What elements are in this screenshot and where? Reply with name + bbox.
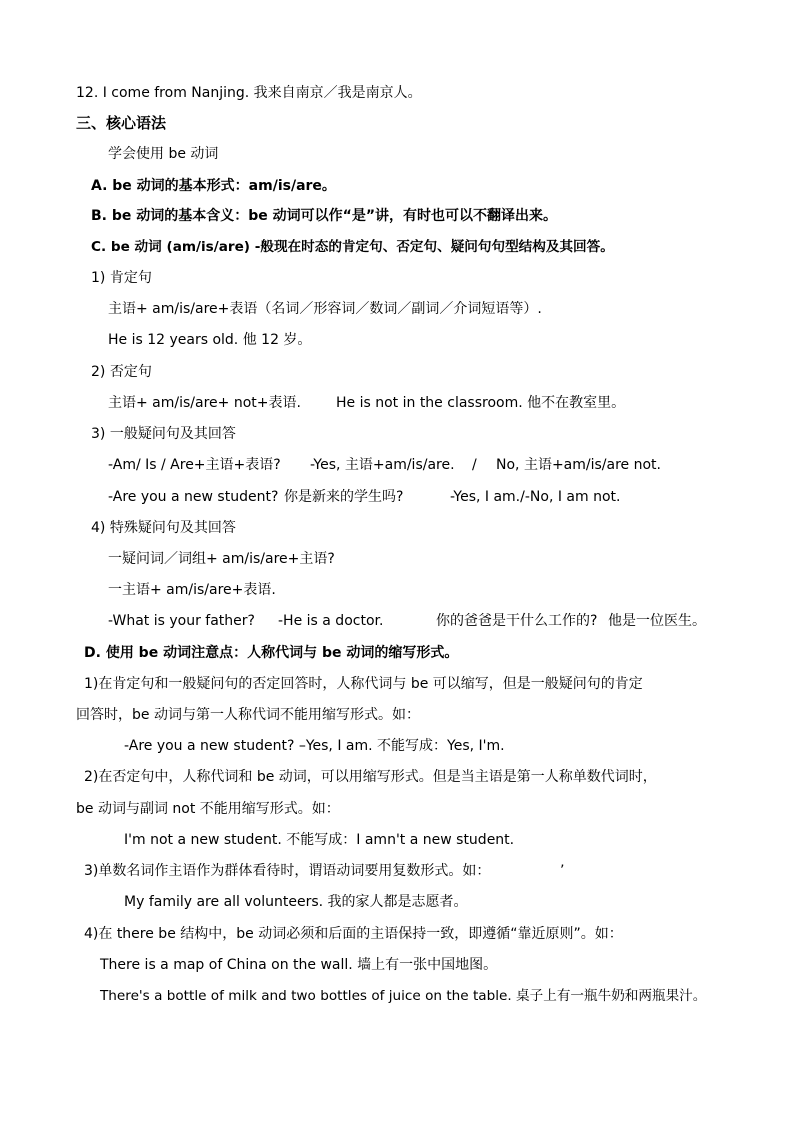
wh-answer-formula: 一主语+ am/is/are+表语.	[108, 582, 276, 598]
question-example-en: -Are you a new student?	[108, 489, 279, 505]
wh-question-formula: 一疑问词／词组+ am/is/are+主语?	[108, 551, 335, 567]
point-a-basic-forms: A. be 动词的基本形式：am/is/are。	[91, 178, 336, 194]
note-1-line-1: 1)在肯定句和一般疑问句的否定回答时，人称代词与 be 可以缩写，但是一般疑问句的肯定	[84, 676, 643, 692]
note-3-example: My family are all volunteers. 我的家人都是志愿者。	[124, 894, 468, 910]
negative-example: He is not in the classroom. 他不在教室里。	[336, 395, 626, 411]
question-formula: -Am/ Is / Are+主语+表语?	[108, 457, 281, 473]
point-b-basic-meaning: B. be 动词的基本含义：be 动词可以作“是”讲，有时也可以不翻译出来。	[91, 208, 558, 224]
note-2-example: I'm not a new student. 不能写成：I amn't a new student.	[124, 832, 515, 848]
point-c-sentence-structures: C. be 动词 (am/is/are) -般现在时态的肯定句、否定句、疑问句句型结构及其回答。	[91, 239, 614, 255]
question-answer-yes: -Yes, 主语+am/is/are.	[310, 457, 455, 473]
slash-separator: /	[472, 457, 477, 473]
subheading-affirmative: 1) 肯定句	[91, 270, 152, 286]
point-d-contractions: D. 使用 be 动词注意点：人称代词与 be 动词的缩写形式。	[84, 645, 459, 661]
affirmative-formula: 主语+ am/is/are+表语（名词／形容词／数词／副词／介词短语等）.	[108, 301, 542, 317]
example-sentence-12: 12. I come from Nanjing. 我来自南京／我是南京人。	[76, 85, 422, 101]
stray-apostrophe: ’	[560, 863, 565, 879]
wh-example-answer-zh: 他是一位医生。	[608, 613, 706, 629]
note-2-line-2: be 动词与副词 not 不能用缩写形式。如：	[76, 801, 340, 817]
note-4-example-1: There is a map of China on the wall. 墙上有一张中国地图。	[100, 957, 498, 973]
subheading-yes-no-question: 3) 一般疑问句及其回答	[91, 426, 236, 442]
question-example-zh: 你是新来的学生吗?	[284, 489, 404, 505]
affirmative-example: He is 12 years old. 他 12 岁。	[108, 332, 312, 348]
wh-example-question-zh: 你的爸爸是干什么工作的?	[436, 613, 598, 629]
negative-formula: 主语+ am/is/are+ not+表语.	[108, 395, 301, 411]
learning-goal: 学会使用 be 动词	[108, 146, 219, 162]
note-4-example-2: There's a bottle of milk and two bottles of juice on the table. 桌子上有一瓶牛奶和两瓶果汁。	[100, 988, 707, 1004]
note-3: 3)单数名词作主语作为群体看待时，谓语动词要用复数形式。如：	[84, 863, 491, 879]
wh-example-question: -What is your father?	[108, 613, 255, 629]
note-4: 4)在 there be 结构中，be 动词必须和后面的主语保持一致，即遵循“靠近原则”。如：	[84, 926, 623, 942]
wh-example-answer: -He is a doctor.	[278, 613, 384, 629]
note-1-line-2: 回答时，be 动词与第一人称代词不能用缩写形式。如：	[76, 707, 420, 723]
section-heading-core-grammar: 三、核心语法	[76, 114, 167, 132]
subheading-negative: 2) 否定句	[91, 364, 152, 380]
question-answer-no: No, 主语+am/is/are not.	[496, 457, 661, 473]
question-example-answer: -Yes, I am./-No, I am not.	[450, 489, 621, 505]
note-2-line-1: 2)在否定句中，人称代词和 be 动词，可以用缩写形式。但是当主语是第一人称单数代词时，	[84, 769, 657, 785]
note-1-example: -Are you a new student? –Yes, I am. 不能写成：Yes, I'm.	[124, 738, 505, 754]
subheading-wh-question: 4) 特殊疑问句及其回答	[91, 520, 236, 536]
